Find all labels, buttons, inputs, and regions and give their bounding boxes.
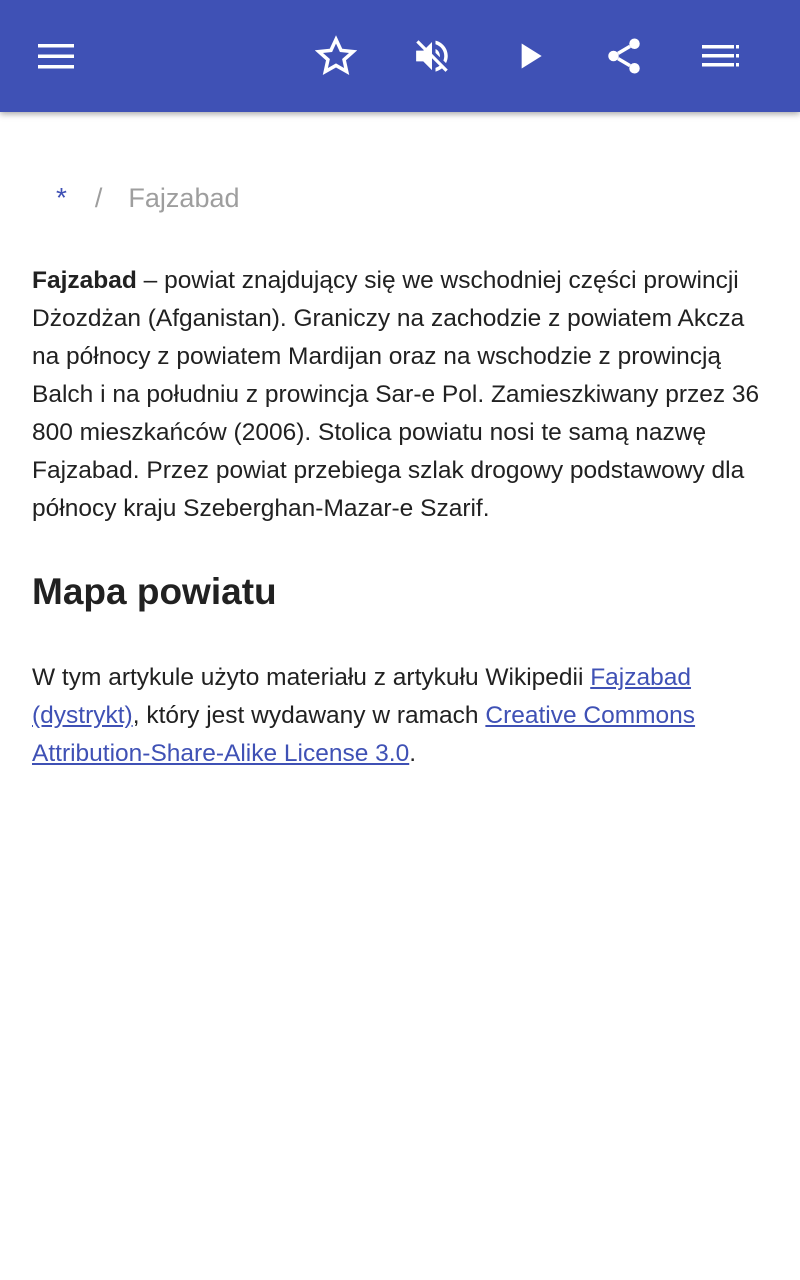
license-link[interactable]: Creative Commons Attribution-Share-Alike License 3.0: [32, 702, 696, 767]
volume-off-icon: [411, 35, 453, 77]
article-term: Fajzabad: [32, 267, 137, 294]
attribution-paragraph: [32, 659, 760, 773]
attribution-suffix: .: [409, 740, 417, 767]
share-icon: [603, 35, 645, 77]
playlist-button[interactable]: [692, 28, 748, 84]
menu-icon: [36, 36, 76, 76]
breadcrumb: [32, 178, 760, 218]
attribution-middle: , który jest wydawany w ramach: [132, 702, 486, 729]
star-outline-icon: [315, 35, 357, 77]
app-toolbar: [0, 0, 800, 112]
article-intro-text: – powiat znajdujący się we wschodniej części prowincji Dżozdżan (Afganistan). Graniczy na zachodzie z powiatem Akcza na północy z powiatem Mardijan oraz na wschodzie z prowincją Balch i na południu z prowincja Sar-e Pol. Zamieszkiwany przez 36 800 mieszkańców (2006). Stolica powiatu nosi te samą nazwę Fajzabad. Przez powiat przebiega szlak drogowy podstawowy dla północy kraju Szeberghan-Mazar-e Szarif.: [32, 267, 760, 522]
attribution-prefix: W tym artykule użyto materiału z artykułu Wikipedii: [32, 664, 591, 691]
mute-button[interactable]: [404, 28, 460, 84]
breadcrumb-separator: /: [94, 182, 103, 213]
section-heading: Mapa powiatu: [32, 571, 277, 612]
share-button[interactable]: [596, 28, 652, 84]
favorite-button[interactable]: [308, 28, 364, 84]
play-icon: [510, 36, 550, 76]
playlist-icon: [700, 36, 740, 76]
source-article-link[interactable]: Fajzabad (dystrykt): [32, 664, 692, 729]
article-intro: [32, 262, 760, 528]
article-content: [32, 112, 760, 773]
play-button[interactable]: [502, 28, 558, 84]
menu-button[interactable]: [28, 28, 84, 84]
breadcrumb-current: Fajzabad: [128, 182, 240, 213]
breadcrumb-home-link[interactable]: *: [56, 182, 67, 213]
